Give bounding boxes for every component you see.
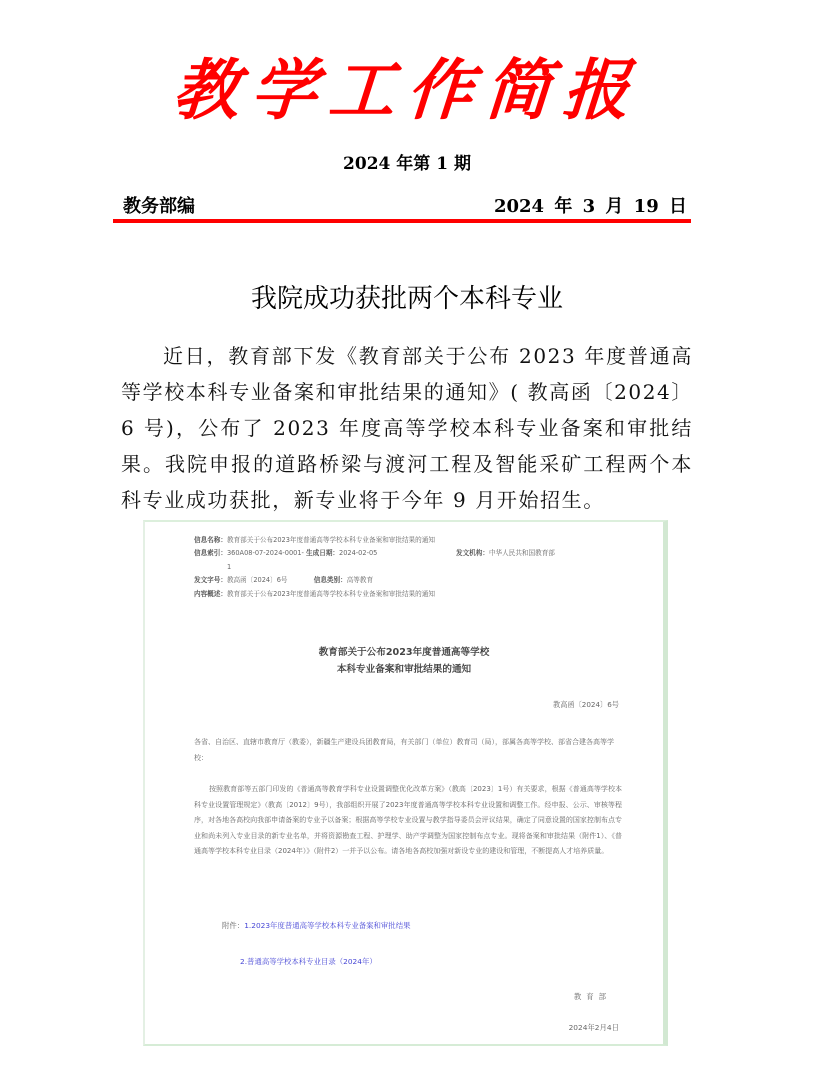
attachment-1-link[interactable]: 1.2023年度普通高等学校本科专业备案和审批结果 (244, 921, 411, 930)
notice-addressee: 各省、自治区、直辖市教育厅（教委），新疆生产建设兵团教育局，有关部门（单位）教育司（局），部属各高等学校、部省合建各高等学校： (194, 738, 614, 762)
attachment-1 (222, 920, 410, 931)
article-body (121, 338, 693, 518)
notice-title-line-1: 教育部关于公布2023年度普通高等学校 (318, 647, 490, 658)
publish-date: 2024 年 3 月 19 日 (493, 196, 687, 217)
article-paragraph: 近日，教育部下发《教育部关于公布 2023 年度普通高等学校本科专业备案和审批结果的通知》( 教高函〔2024〕6 号)，公布了 2023 年度高等学校本科专业备案和审批结果。我院申报的道路桥梁与渡河工程及智能采矿工程两个本科专业成功获批，新专业将于今年 9 月开始招生。 (121, 344, 693, 512)
attachments-label: 附件： (222, 921, 245, 930)
meta-docno-label: 发文字号： (194, 576, 227, 585)
notice-title (145, 644, 663, 678)
meta-docno-value: 教高函〔2024〕6号 (226, 576, 288, 585)
newsletter-masthead: 教学工作简报 (170, 51, 644, 129)
red-divider (113, 219, 691, 223)
meta-generated-label: 生成日期： (306, 549, 340, 558)
meta-row-index (194, 547, 634, 560)
notice-title-line-2: 本科专业备案和审批结果的通知 (336, 664, 472, 675)
issue-number: 2024 年第 1 期 (343, 154, 471, 174)
meta-row-index-cont (194, 561, 634, 574)
article-headline: 我院成功获批两个本科专业 (250, 284, 563, 315)
meta-row-docno (194, 574, 634, 587)
meta-issuer-label: 发文机构： (456, 549, 489, 558)
signature-date: 2024年2月4日 (568, 1023, 619, 1032)
notice-document-number: 教高函〔2024〕6号 (553, 700, 619, 709)
signature-organization: 教育部 (573, 992, 611, 1001)
meta-generated-value: 2024-02-05 (339, 549, 378, 558)
meta-row-name (194, 534, 634, 547)
meta-summary-value: 教育部关于公布2023年度普通高等学校本科专业备案和审批结果的通知 (226, 589, 435, 598)
embedded-notice-screenshot (143, 520, 668, 1046)
attachment-2-link[interactable]: 2.普通高等学校本科专业目录（2024年） (240, 957, 377, 966)
meta-issuer (456, 547, 555, 560)
meta-name-value: 教育部关于公布2023年度普通高等学校本科专业备案和审批结果的通知 (226, 536, 435, 544)
meta-category-value: 高等教育 (346, 576, 374, 585)
notice-body: 按照教育部等五部门印发的《普通高等教育学科专业设置调整优化改革方案》（教高〔2023〕1号）有关要求，根据《普通高等学校本科专业设置管理规定》（教高〔2012〕9号），我部组织开展了2023年度普通高等学校本科专业设置和调整工作。经申报、公示、审核等程序，对各地各高校向我部申请备案的专业予以备案；根据高等学校专业设置与教学指导委员会评议结果，确定了同意设置的国家控制布点专业和尚未列入专业目录的新专业名单，并将资源勘查工程、护理学、助产学调整为国家控制布点专业。现将备案和审批结果（附件1）、《普通高等学校本科专业目录（2024年）》（附件2）一并予以公布。请各地各高校加强对新设专业的建设和管理，不断提高人才培养质量。 (194, 785, 622, 856)
editor-label: 教务部编 (123, 196, 195, 217)
meta-category-label: 信息类别： (313, 576, 347, 585)
meta-summary-label: 内容概述： (194, 589, 227, 598)
meta-index-label: 信息索引： (194, 549, 227, 558)
meta-issuer-value: 中华人民共和国教育部 (488, 549, 555, 558)
meta-index-value-cont: 1 (227, 562, 232, 571)
byline (117, 195, 691, 219)
notice-metadata (194, 534, 634, 601)
meta-name-label: 信息名称： (194, 536, 227, 544)
meta-row-summary (194, 588, 634, 601)
meta-index-value: 360A08-07-2024-0001- (226, 549, 304, 558)
